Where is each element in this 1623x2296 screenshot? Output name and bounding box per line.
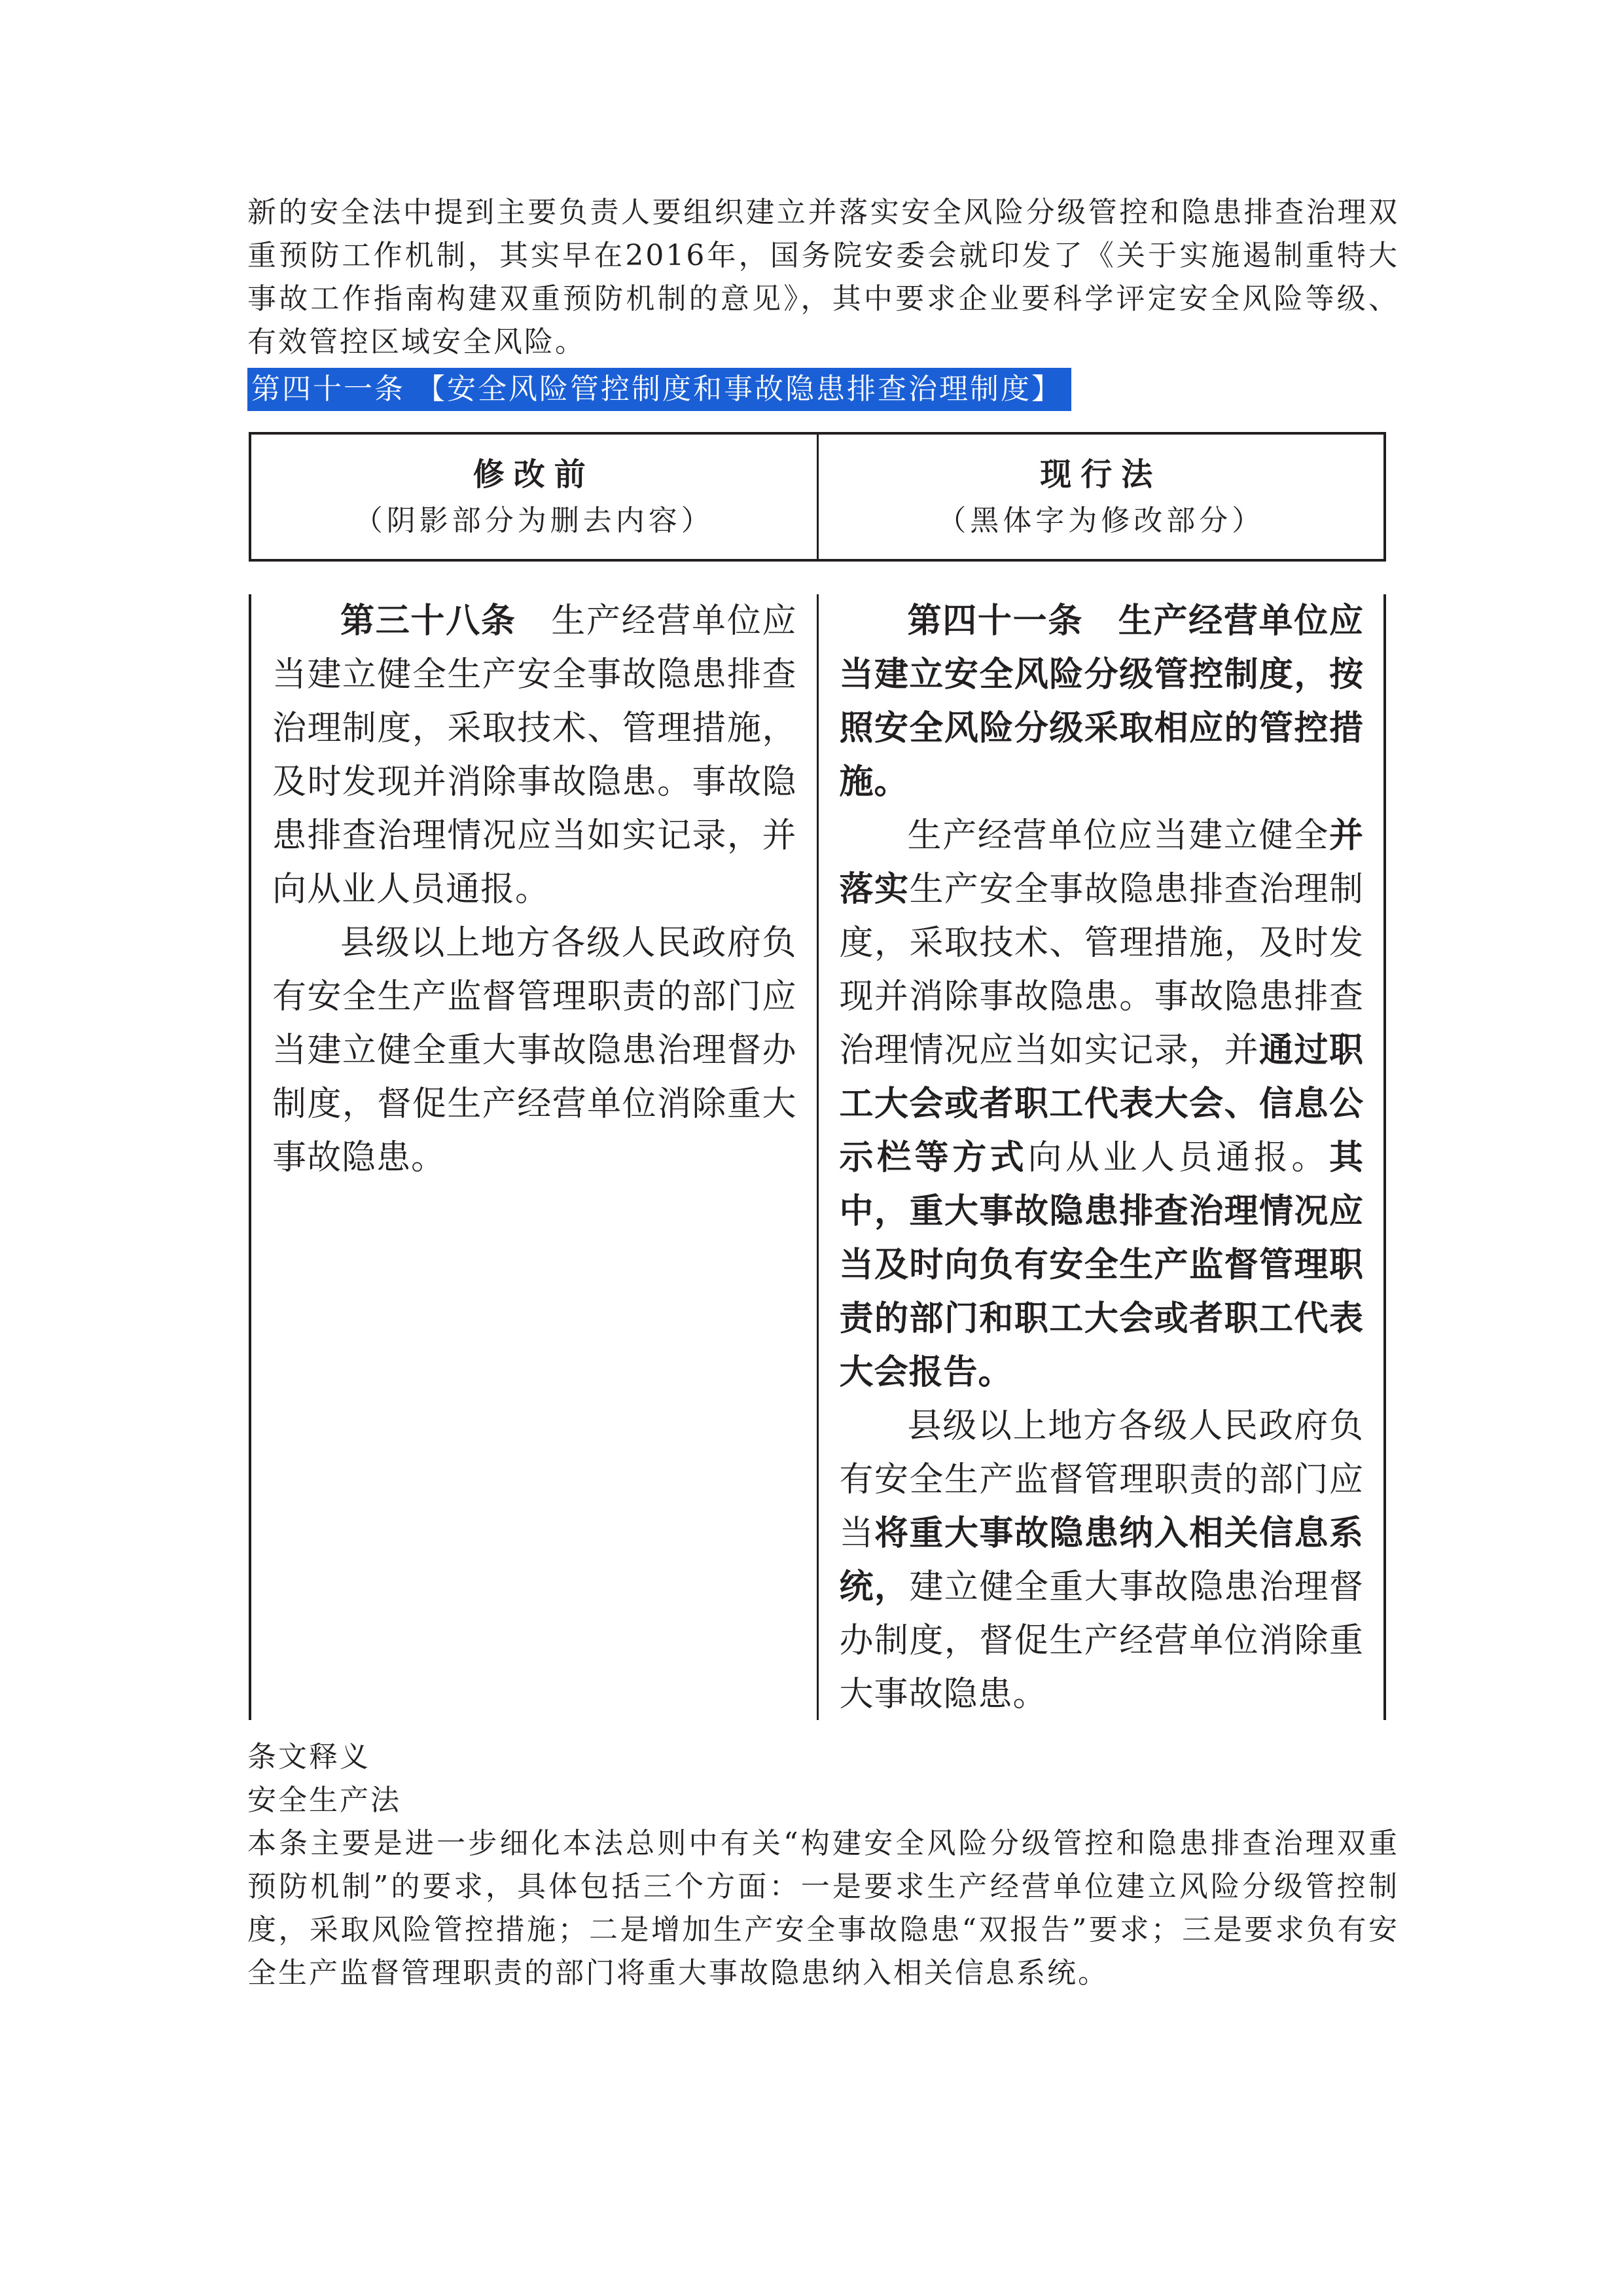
current-p2-e: 向从业人员通报。	[1027, 1138, 1329, 1177]
header-before-cell	[251, 435, 817, 559]
article-heading: 第四十一条 【安全风险管控制度和事故隐患排查治理制度】	[247, 368, 1071, 411]
header-current-subtitle: （黑体字为修改部分）	[937, 504, 1265, 537]
current-p2-f: 其中，重大事故隐患排查治理情况应当及时向负有安全生产监督管理职责的部门和职工大会或者职工代表大会报告。	[839, 1138, 1364, 1392]
current-p3-c: 建立健全重大事故隐患治理督办制度，督促生产经营单位消除重大事故隐患。	[839, 1568, 1364, 1714]
commentary-heading: 条文释义	[247, 1740, 370, 1774]
current-p2-d: 通过职工大会或者职工代表大会、信息公示栏等方式	[839, 1031, 1364, 1177]
current-p2-c: 生产安全事故隐患排查治理制度，采取技术、管理措施，及时发现并消除事故隐患。事故隐患排查治理情况应当如实记录，并	[839, 870, 1364, 1070]
header-current-cell	[817, 435, 1384, 559]
current-column	[817, 594, 1384, 1720]
header-before-subtitle: （阴影部分为删去内容）	[353, 504, 714, 537]
current-p2-a: 生产经营单位应当建立健全	[907, 816, 1329, 855]
commentary-subheading: 安全生产法	[247, 1784, 401, 1817]
header-before-title: 修改前	[473, 456, 595, 493]
current-paragraph-2	[840, 809, 1364, 1399]
before-article-label: 第三十八条	[340, 601, 516, 641]
commentary-section	[247, 1736, 1399, 1995]
current-p2-b: 并落实	[839, 816, 1364, 909]
intro-paragraph: 新的安全法中提到主要负责人要组织建立并落实安全风险分级管控和隐患排查治理双重预防工作机制，其实早在2016年，国务院安委会就印发了《关于实施遏制重特大事故工作指南构建双重预防机制的意见》，其中要求企业要科学评定安全风险等级、有效管控区域安全风险。	[247, 196, 1399, 359]
commentary-text: 本条主要是进一步细化本法总则中有关“构建安全风险分级管控和隐患排查治理双重预防机制”的要求，具体包括三个方面：一是要求生产经营单位建立风险分级管控制度，采取风险管控措施；二是增加生产安全事故隐患“双报告”要求；三是要求负有安全生产监督管理职责的部门将重大事故隐患纳入相关信息系统。	[247, 1827, 1399, 1990]
current-paragraph-1	[840, 594, 1364, 809]
before-paragraph-1	[272, 594, 797, 916]
current-paragraph-1-text: 生产经营单位应当建立安全风险分级管控制度，按照安全风险分级采取相应的管控措施。	[839, 601, 1364, 802]
comparison-table-header	[249, 432, 1386, 562]
current-article-label: 第四十一条	[907, 601, 1084, 641]
current-p3-a: 县级以上地方各级人民政府负有安全生产监督管理职责的部门应当	[839, 1407, 1364, 1553]
before-paragraph-2: 县级以上地方各级人民政府负有安全生产监督管理职责的部门应当建立健全重大事故隐患治理督办制度，督促生产经营单位消除重大事故隐患。	[272, 924, 797, 1177]
header-current-title: 现行法	[1040, 456, 1162, 493]
comparison-table-body	[249, 594, 1386, 1720]
before-column	[251, 594, 817, 1720]
current-p3-b: 将重大事故隐患纳入相关信息系统，	[839, 1514, 1364, 1607]
before-paragraph-1-text: 生产经营单位应当建立健全生产安全事故隐患排查治理制度，采取技术、管理措施，及时发现并消除事故隐患。事故隐患排查治理情况应当如实记录，并向从业人员通报。	[272, 601, 797, 909]
current-paragraph-3	[840, 1399, 1364, 1721]
